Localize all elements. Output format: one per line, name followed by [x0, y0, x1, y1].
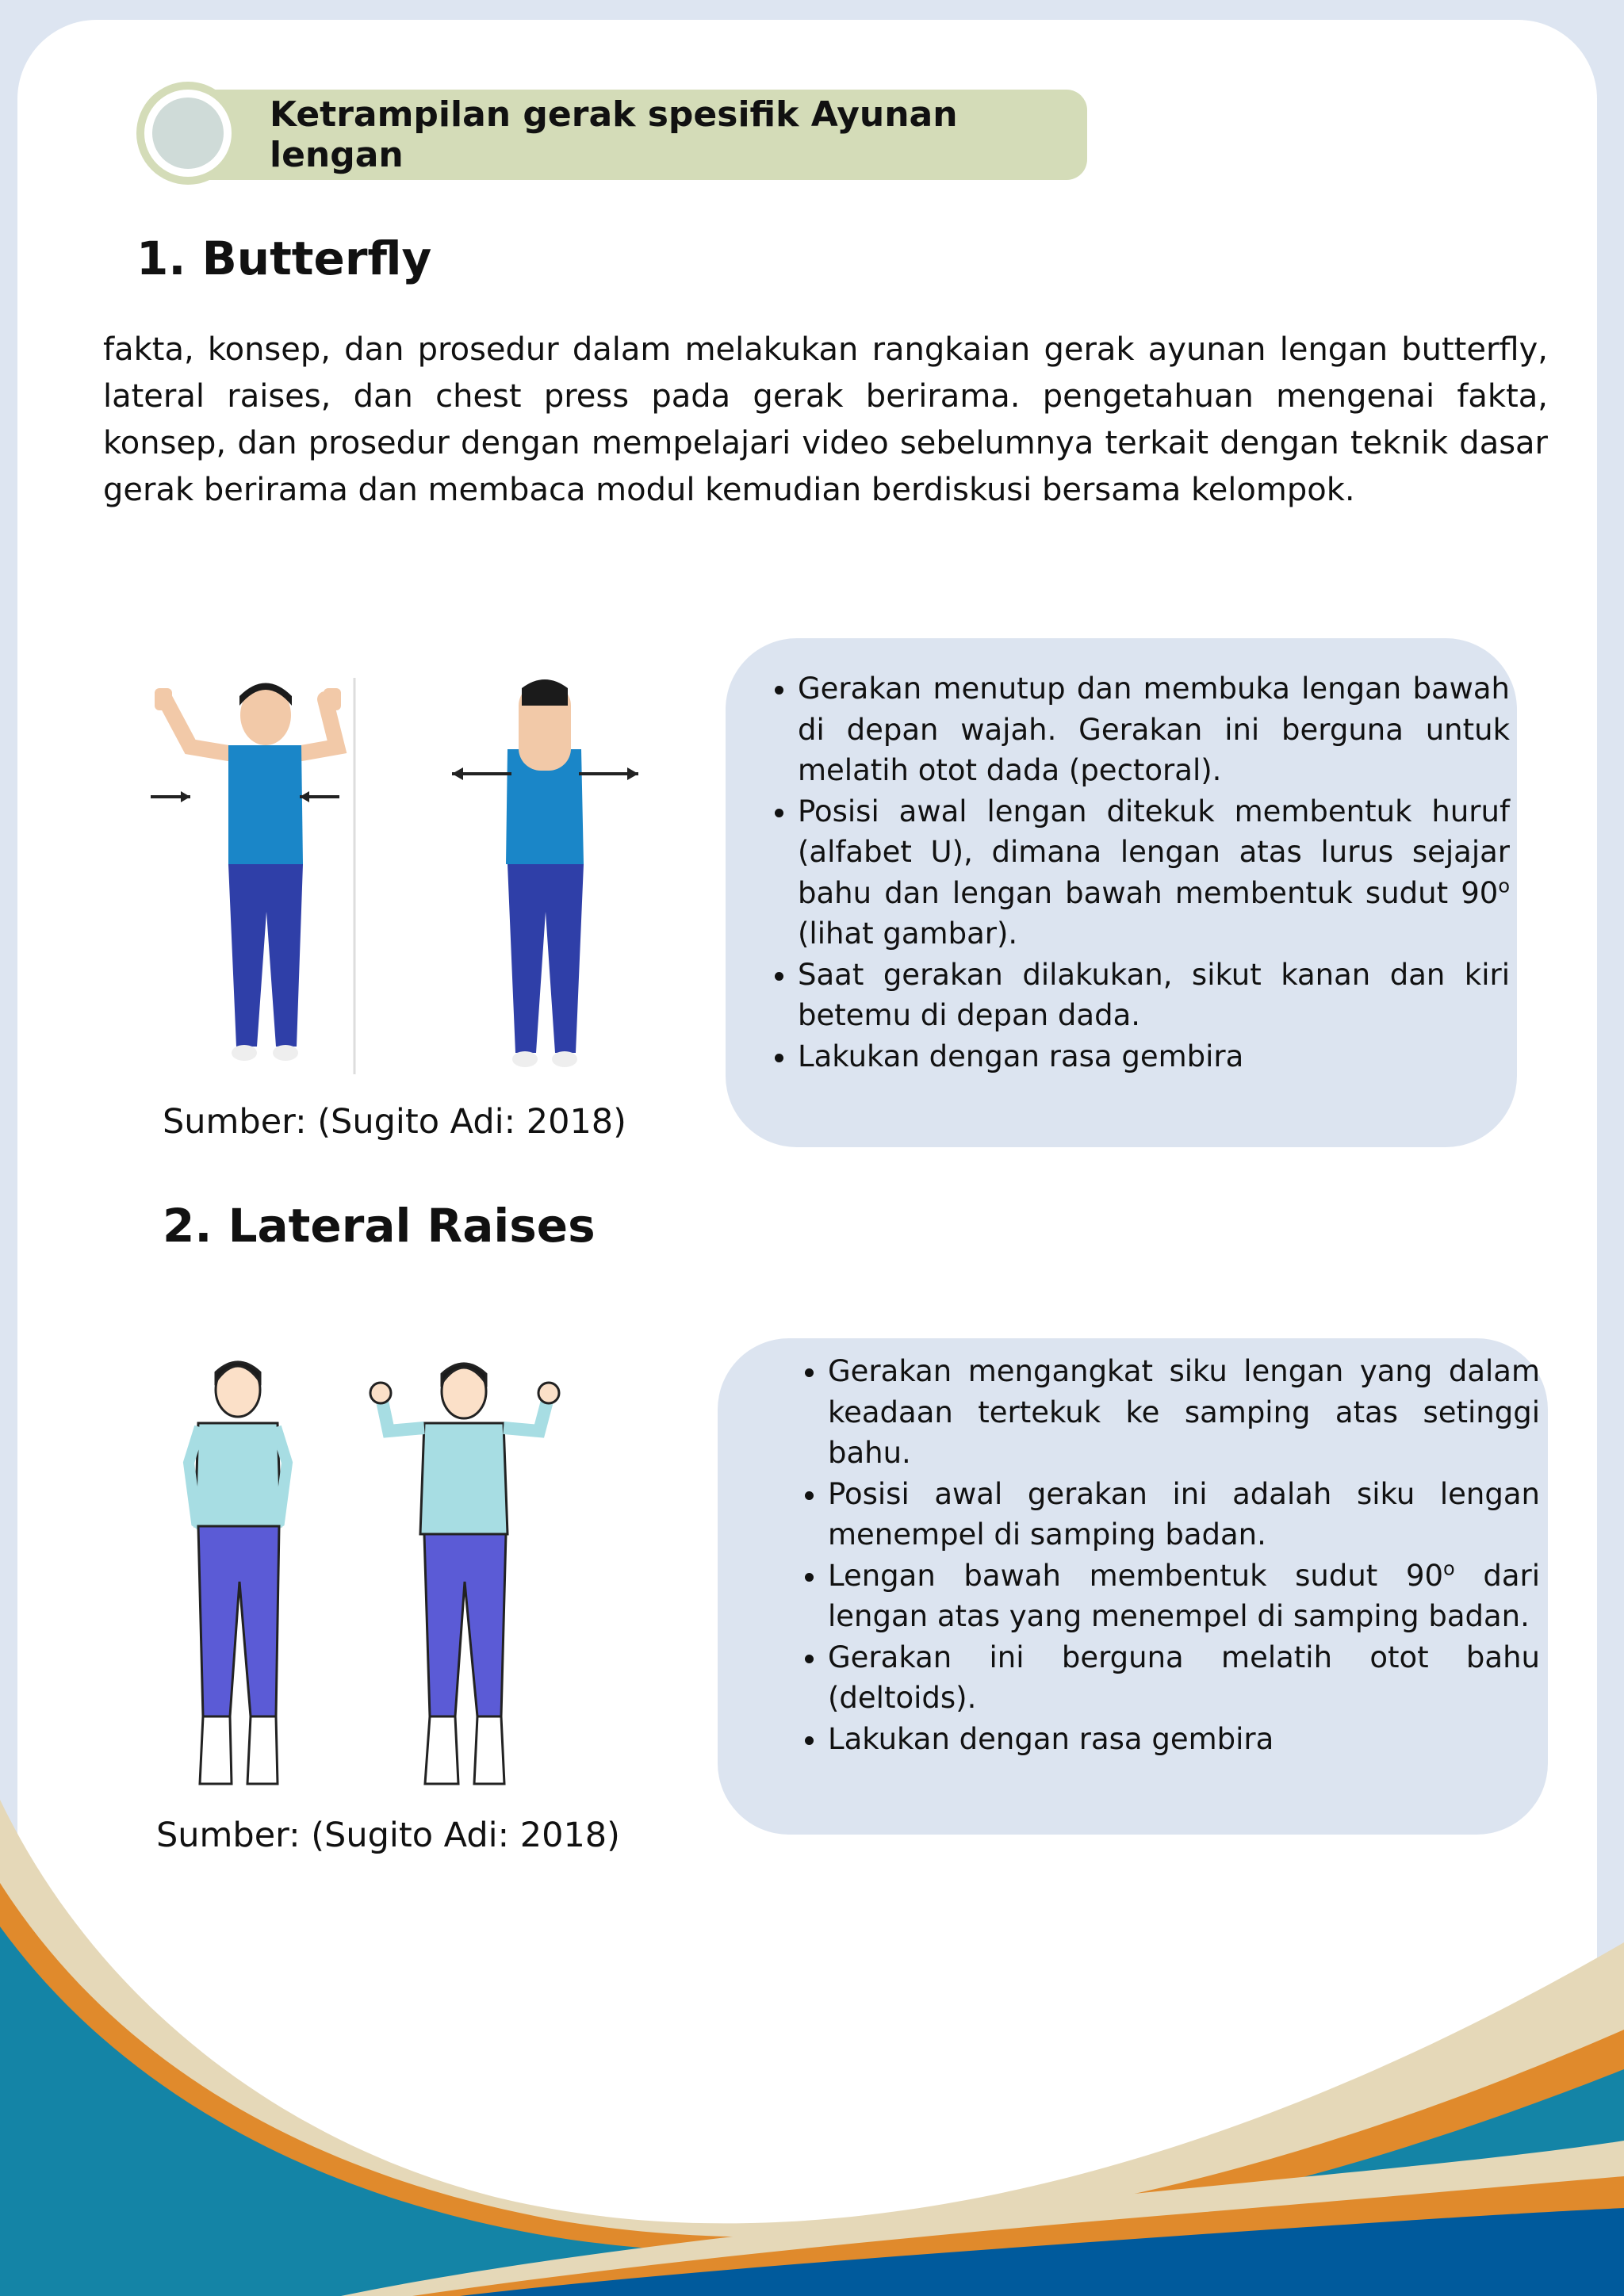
butterfly-figure-open	[151, 678, 354, 1074]
list-item: • Saat gerakan dilakukan, sikut kanan dan kiri betemu di depan dada.	[798, 955, 1510, 1036]
lateral-raises-figure-start	[189, 1362, 287, 1784]
lateral-raises-bullet-list	[790, 1351, 1540, 1759]
page-title: Ketrampilan gerak spesifik Ayunan lengan	[270, 94, 958, 175]
list-item: • Posisi awal gerakan ini adalah siku lengan menempel di samping badan.	[828, 1474, 1540, 1556]
list-item: • Gerakan ini berguna melatih otot bahu (deltoids).	[828, 1637, 1540, 1719]
list-item: • Gerakan mengangkat siku lengan yang dalam keadaan tertekuk ke samping atas setinggi bahu.	[828, 1351, 1540, 1474]
lateral-raises-exercise-figures	[151, 1344, 611, 1796]
butterfly-bullet-list	[760, 668, 1510, 1077]
degree-superscript: o	[1498, 874, 1510, 897]
list-item: • Gerakan menutup dan membuka lengan bawah di depan wajah. Gerakan ini berguna untuk melatih otot dada (pectoral).	[798, 668, 1510, 791]
butterfly-exercise-figures	[135, 674, 674, 1094]
title-circle-core	[152, 98, 224, 169]
list-item: • Lakukan dengan rasa gembira	[828, 1719, 1540, 1760]
section2-heading: 2. Lateral Raises	[163, 1199, 596, 1253]
list-item: • Posisi awal lengan ditekuk membentuk huruf (alfabet U), dimana lengan atas lurus sejajar bahu dan lengan bawah membentuk sudut 90$^o$ (lihat gambar).	[798, 791, 1510, 955]
butterfly-source-caption: Sumber: (Sugito Adi: 2018)	[163, 1102, 626, 1142]
lateral-raises-source-caption: Sumber: (Sugito Adi: 2018)	[156, 1816, 620, 1855]
lateral-raises-figure-raised	[370, 1364, 559, 1784]
butterfly-figure-closed	[452, 679, 638, 1067]
section1-heading: 1. Butterfly	[136, 232, 432, 285]
degree-superscript: o	[1443, 1557, 1455, 1580]
list-item: • Lakukan dengan rasa gembira	[798, 1036, 1510, 1077]
list-item: • Lengan bawah membentuk sudut 90$^o$ dari lengan atas yang menempel di samping badan.	[828, 1556, 1540, 1637]
intro-paragraph: fakta, konsep, dan prosedur dalam melakukan rangkaian gerak ayunan lengan butterfly, lateral raises, dan chest press pada gerak berirama. pengetahuan mengenai fakta, konsep, dan prosedur dengan mempelajari video sebelumnya terkait dengan teknik dasar gerak berirama dan membaca modul kemudian berdiskusi bersama kelompok.	[103, 331, 1548, 508]
